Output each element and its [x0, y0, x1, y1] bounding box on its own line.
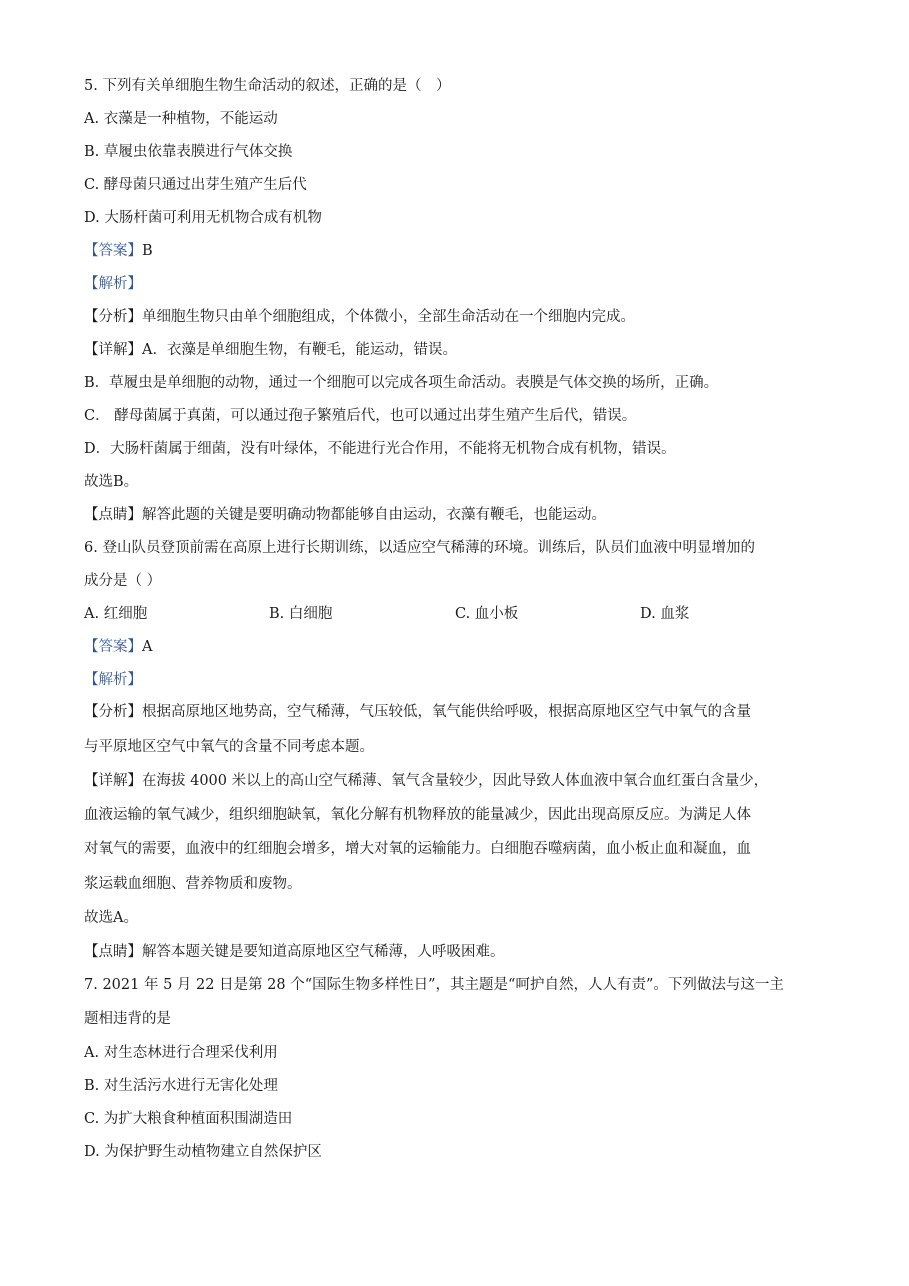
q6-option-a: A. 红细胞 — [84, 606, 148, 622]
q6-xiangjie-3: 对氧气的需要，血液中的红细胞会增多，增大对氧的运输能力。白细胞吞噬病菌，血小板止血和凝血，血 — [84, 841, 751, 857]
q5-answer — [84, 240, 153, 262]
q6-option-b: B. 白细胞 — [269, 606, 333, 622]
q6-xiangjie-4: 浆运载血细胞、营养物质和废物。 — [84, 876, 302, 892]
q6-fenxi-2: 与平原地区空气中氧气的含量不同考虑本题。 — [84, 739, 374, 755]
answer-value: A — [142, 639, 153, 655]
q5-fenxi: 【分析】单细胞生物只由单个细胞组成，个体微小，全部生命活动在一个细胞内完成。 — [84, 309, 635, 325]
q7-stem-line-1: 7. 2021 年 5 月 22 日是第 28 个“国际生物多样性日”，其主题是“呵护自然，人人有责”。下列做法与这一主 — [84, 977, 784, 993]
q6-stem-line-1: 6. 登山队员登顶前需在高原上进行长期训练，以适应空气稀薄的环境。训练后，队员们血液中明显增加的 — [84, 540, 755, 556]
q6-answer — [84, 636, 152, 658]
q6-xiangjie-2: 血液运输的氧气减少，组织细胞缺氧，氧化分解有机物释放的能量减少，因此出现高原反应。为满足人体 — [84, 807, 751, 823]
q5-xiangjie-3: C． 酵母菌属于真菌，可以通过孢子繁殖后代，也可以通过出芽生殖产生后代，错误。 — [84, 408, 637, 424]
q7-stem-line-2: 题相违背的是 — [84, 1011, 171, 1027]
q6-xiangjie-1: 【详解】在海拔 4000 米以上的高山空气稀薄、氧气含量较少，因此导致人体血液中氧合血红蛋白含量少， — [84, 773, 769, 789]
q7-option-c: C. 为扩大粮食种植面积围湖造田 — [84, 1111, 293, 1127]
q6-fenxi-1: 【分析】根据高原地区地势高，空气稀薄，气压较低，氧气能供给呼吸，根据高原地区空气中氧气的含量 — [84, 704, 751, 720]
q5-dianjing: 【点睛】解答此题的关键是要明确动物都能够自由运动，衣藻有鞭毛，也能运动。 — [84, 507, 606, 523]
q5-xiangjie-4: D．大肠杆菌属于细菌，没有叶绿体，不能进行光合作用，不能将无机物合成有机物，错误。 — [84, 441, 676, 457]
q5-xiangjie-2: B．草履虫是单细胞的动物，通过一个细胞可以完成各项生命活动。表膜是气体交换的场所，正确。 — [84, 375, 719, 391]
q7-option-d: D. 为保护野生动植物建立自然保护区 — [84, 1144, 322, 1160]
answer-tag: 【答案】 — [84, 639, 142, 655]
q5-option-a: A. 衣藻是一种植物，不能运动 — [84, 111, 278, 127]
q7-option-b: B. 对生活污水进行无害化处理 — [84, 1078, 278, 1094]
q5-option-d: D. 大肠杆菌可利用无机物合成有机物 — [84, 210, 322, 226]
q5-xiangjie-1: 【详解】A．衣藻是单细胞生物，有鞭毛，能运动，错误。 — [84, 342, 457, 358]
q6-option-d: D. 血浆 — [640, 606, 690, 622]
q5-conclusion: 故选B。 — [84, 474, 139, 490]
q6-dianjing: 【点睛】解答本题关键是要知道高原地区空气稀薄，人呼吸困难。 — [84, 944, 505, 960]
q5-stem: 5. 下列有关单细胞生物生命活动的叙述，正确的是（ ） — [84, 78, 451, 94]
answer-tag: 【答案】 — [84, 243, 142, 259]
q5-option-b: B. 草履虫依靠表膜进行气体交换 — [84, 144, 293, 160]
q6-option-c: C. 血小板 — [455, 606, 519, 622]
q6-analysis-tag: 【解析】 — [84, 672, 142, 688]
answer-value: B — [142, 243, 153, 259]
q6-conclusion: 故选A。 — [84, 910, 138, 926]
q5-analysis-tag: 【解析】 — [84, 276, 142, 292]
q6-stem-line-2: 成分是（ ） — [84, 573, 162, 589]
q7-option-a: A. 对生态林进行合理采伐利用 — [84, 1045, 278, 1061]
q5-option-c: C. 酵母菌只通过出芽生殖产生后代 — [84, 177, 307, 193]
